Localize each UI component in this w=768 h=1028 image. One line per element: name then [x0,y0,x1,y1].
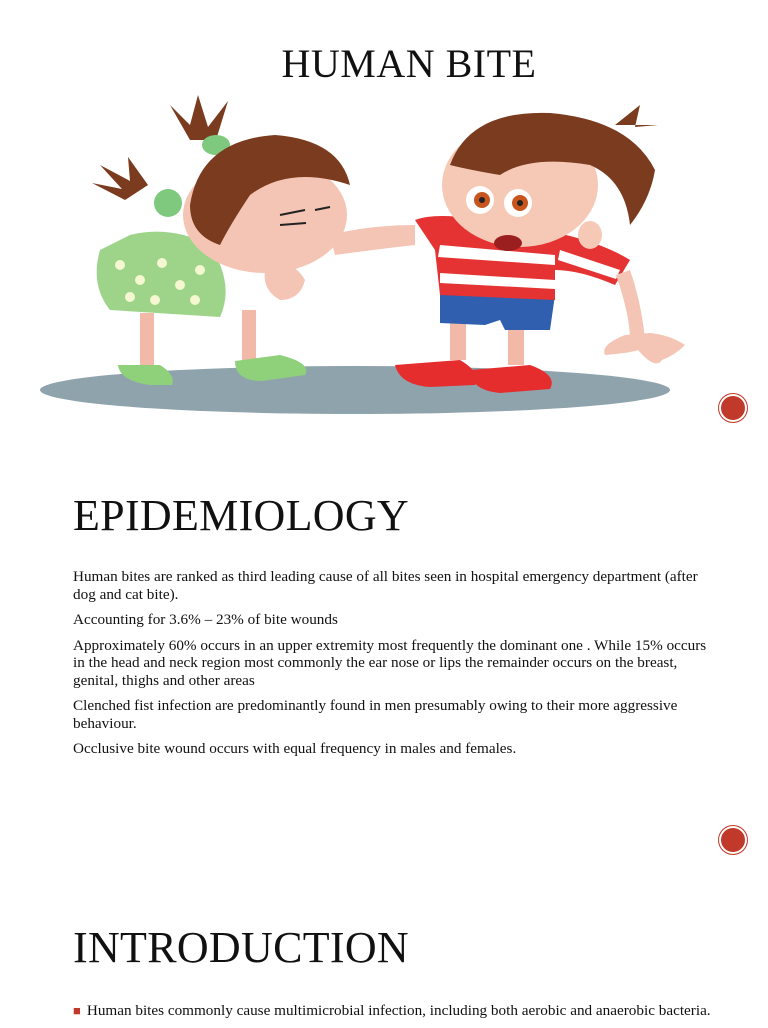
introduction-bullet-text: Human bites commonly cause multimicrobial infection, including both aerobic and anaerobic bacteria. [86,1002,711,1019]
epidemiology-paragraph-2: Accounting for 3.6% – 23% of bite wounds [73,611,338,628]
introduction-heading: INTRODUCTION [73,923,410,972]
slide-epidemiology [0,430,768,870]
slide-marker-dot [721,396,745,420]
epidemiology-heading: EPIDEMIOLOGY [73,491,410,540]
boy-figure [330,105,685,393]
epidemiology-paragraph-5: Occlusive bite wound occurs with equal frequency in males and females. [73,740,517,757]
introduction-bullet-item [73,1002,713,1020]
bullet-icon: ■ [73,1003,81,1018]
epidemiology-body [73,568,713,766]
epidemiology-paragraph-1: Human bites are ranked as third leading cause of all bites seen in hospital emergency department (after dog and cat bite). [73,568,698,603]
girl-figure [92,95,350,385]
epidemiology-paragraph-3: Approximately 60% occurs in an upper extremity most frequently the dominant one . While 15% occurs in the head and neck region most commonly the ear nose or lips the remainder occurs on the breast, genital, thighs and other areas [73,636,707,689]
slide-human-bite [0,0,768,430]
children-biting-illustration [30,85,710,425]
epidemiology-paragraph-4: Clenched fist infection are predominantly found in men presumably owing to their more aggressive behaviour. [73,697,678,732]
slide-marker-dot [721,828,745,852]
slide-introduction [0,870,768,1024]
slide-title: HUMAN BITE [281,41,537,86]
